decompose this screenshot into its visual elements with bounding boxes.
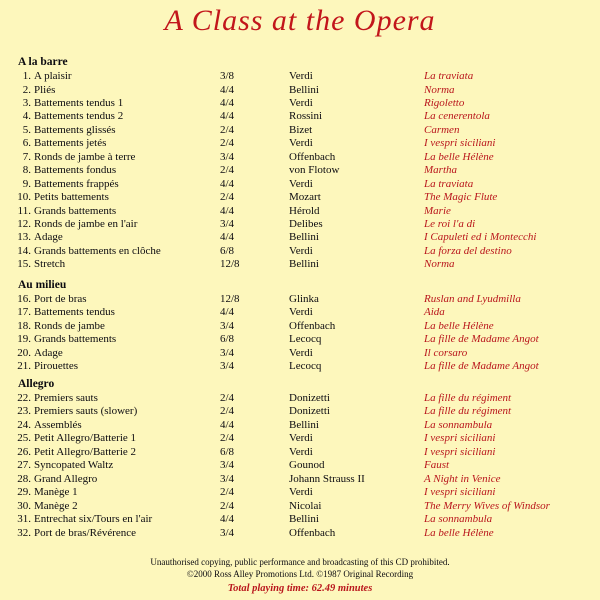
track-number: 6. xyxy=(22,137,31,150)
track-row xyxy=(0,473,600,487)
track-number: 29. xyxy=(17,486,31,499)
opera-title: The Magic Flute xyxy=(424,191,498,204)
composer: Nicolai xyxy=(289,499,322,512)
time-signature: 3/4 xyxy=(220,360,235,373)
track-row xyxy=(0,124,600,138)
track-number: 11. xyxy=(17,204,31,217)
track-row xyxy=(0,419,600,433)
track-row xyxy=(0,360,600,374)
opera-title: La traviata xyxy=(424,70,474,82)
time-signature: 2/4 xyxy=(220,137,235,150)
time-signature: 4/4 xyxy=(220,513,235,525)
track-row xyxy=(0,205,600,219)
total-playing-time: Total playing time: 62.49 minutes xyxy=(227,583,373,594)
composer: Bellini xyxy=(289,83,319,96)
time-signature: 2/4 xyxy=(220,432,235,445)
time-signature: 4/4 xyxy=(220,110,235,123)
track-name: Grand Allegro xyxy=(34,472,98,485)
composer: Mozart xyxy=(289,191,321,204)
composer: Donizetti xyxy=(289,405,330,418)
track-name: Manège 1 xyxy=(34,486,78,499)
track-row xyxy=(0,84,600,98)
composer: Gounod xyxy=(289,459,325,472)
composer: Delibes xyxy=(289,217,323,230)
time-signature: 4/4 xyxy=(220,306,235,319)
track-number: 22. xyxy=(17,392,31,404)
track-name: Adage xyxy=(34,231,63,244)
track-number: 32. xyxy=(17,526,31,539)
composer: Rossini xyxy=(289,110,323,123)
opera-title: I vespri siciliani xyxy=(424,137,496,150)
track-name: Pirouettes xyxy=(34,360,78,373)
track-number: 19. xyxy=(17,333,31,346)
composer: Verdi xyxy=(289,432,313,445)
opera-title: La fille du régiment xyxy=(424,405,512,418)
track-number: 10. xyxy=(17,191,31,204)
track-name: Battements tendus 1 xyxy=(34,96,124,109)
track-name: Battements tendus 2 xyxy=(34,110,124,123)
time-signature: 12/8 xyxy=(220,258,240,271)
time-signature: 3/8 xyxy=(220,70,235,82)
track-row xyxy=(0,500,600,514)
composer: von Flotow xyxy=(289,164,340,177)
composer: Johann Strauss II xyxy=(289,472,365,485)
time-signature: 4/4 xyxy=(220,231,235,244)
composer: Verdi xyxy=(289,70,313,82)
track-name: Grands battements en clôche xyxy=(34,244,161,257)
composer: Bellini xyxy=(289,258,319,271)
composer: Offenbach xyxy=(289,319,336,332)
time-signature: 4/4 xyxy=(220,418,235,431)
time-signature: 3/4 xyxy=(220,526,235,539)
track-row xyxy=(0,513,600,527)
track-name: Pliés xyxy=(34,83,56,96)
time-signature: 2/4 xyxy=(220,123,235,136)
composer: Bellini xyxy=(289,418,319,431)
track-number: 14. xyxy=(17,244,31,257)
composer: Verdi xyxy=(289,96,313,109)
time-signature: 3/4 xyxy=(220,346,235,359)
opera-title: Norma xyxy=(424,83,455,96)
track-row xyxy=(0,486,600,500)
opera-title: La fille du régiment xyxy=(424,392,512,404)
opera-title: La belle Hélène xyxy=(424,150,494,163)
track-name: Battements glissés xyxy=(34,123,116,136)
composer: Verdi xyxy=(289,244,313,257)
time-signature: 2/4 xyxy=(220,392,235,404)
track-number: 9. xyxy=(22,177,31,190)
time-signature: 6/8 xyxy=(220,244,235,257)
track-name: A plaisir xyxy=(34,70,72,82)
track-row xyxy=(0,405,600,419)
track-row xyxy=(0,527,600,541)
opera-title: Ruslan and Lyudmilla xyxy=(424,293,521,305)
copy-notice: Unauthorised copying, public performance and broadcasting of this CD prohibited. xyxy=(150,557,450,567)
opera-title: La forza del destino xyxy=(424,244,512,257)
opera-title: Carmen xyxy=(424,123,460,136)
composer: Verdi xyxy=(289,137,313,150)
opera-title: La belle Hélène xyxy=(424,319,494,332)
track-row xyxy=(0,258,600,272)
track-name: Petit Allegro/Batterie 2 xyxy=(34,445,137,458)
opera-title: A Night in Venice xyxy=(424,472,501,485)
track-name: Premiers sauts (slower) xyxy=(34,405,138,418)
time-signature: 3/4 xyxy=(220,150,235,163)
track-name: Premiers sauts xyxy=(34,392,98,404)
track-row xyxy=(0,392,600,406)
track-number: 15. xyxy=(17,258,31,271)
track-number: 4. xyxy=(22,110,31,123)
track-row xyxy=(0,333,600,347)
opera-title: Faust xyxy=(424,459,450,472)
composer: Offenbach xyxy=(289,526,336,539)
track-row xyxy=(0,459,600,473)
track-number: 30. xyxy=(17,499,31,512)
track-number: 24. xyxy=(17,418,31,431)
opera-title: La belle Hélène xyxy=(424,526,494,539)
track-name: Assemblés xyxy=(34,418,82,431)
composer: Hérold xyxy=(289,204,320,217)
opera-title: La sonnambula xyxy=(424,513,493,525)
time-signature: 3/4 xyxy=(220,217,235,230)
track-number: 28. xyxy=(17,472,31,485)
composer: Offenbach xyxy=(289,150,336,163)
opera-title: La cenerentola xyxy=(424,110,490,123)
track-row xyxy=(0,164,600,178)
composer: Bellini xyxy=(289,513,319,525)
track-number: 12. xyxy=(17,217,31,230)
track-name: Adage xyxy=(34,346,63,359)
opera-title: Le roi l'a di xyxy=(424,217,476,230)
time-signature: 3/4 xyxy=(220,319,235,332)
opera-title: I Capuleti ed i Montecchi xyxy=(424,231,537,244)
time-signature: 4/4 xyxy=(220,83,235,96)
track-number: 5. xyxy=(22,123,31,136)
time-signature: 2/4 xyxy=(220,405,235,418)
track-row xyxy=(0,110,600,124)
time-signature: 3/4 xyxy=(220,459,235,472)
track-name: Ronds de jambe xyxy=(34,319,105,332)
track-number: 3. xyxy=(22,96,31,109)
track-number: 1. xyxy=(22,70,31,82)
time-signature: 3/4 xyxy=(220,472,235,485)
composer: Donizetti xyxy=(289,392,330,404)
track-name: Entrechat six/Tours en l'air xyxy=(34,513,153,525)
composer: Verdi xyxy=(289,177,313,190)
time-signature: 6/8 xyxy=(220,445,235,458)
section-heading: Au milieu xyxy=(18,279,67,291)
time-signature: 2/4 xyxy=(220,191,235,204)
opera-title: I vespri siciliani xyxy=(424,432,496,445)
track-name: Battements jetés xyxy=(34,137,107,150)
track-name: Port de bras xyxy=(34,293,87,305)
track-name: Battements fondus xyxy=(34,164,117,177)
track-name: Manège 2 xyxy=(34,499,78,512)
track-number: 27. xyxy=(17,459,31,472)
track-number: 26. xyxy=(17,445,31,458)
track-row xyxy=(0,151,600,165)
opera-title: Rigoletto xyxy=(424,96,465,109)
track-row xyxy=(0,293,600,307)
time-signature: 4/4 xyxy=(220,204,235,217)
track-number: 21. xyxy=(17,360,31,373)
track-number: 2. xyxy=(22,83,31,96)
opera-title: Norma xyxy=(424,258,455,271)
time-signature: 12/8 xyxy=(220,293,240,305)
track-number: 23. xyxy=(17,405,31,418)
track-row xyxy=(0,178,600,192)
track-name: Grands battements xyxy=(34,333,117,346)
time-signature: 2/4 xyxy=(220,499,235,512)
opera-title: La sonnambula xyxy=(424,418,493,431)
track-number: 18. xyxy=(17,319,31,332)
track-name: Petit Allegro/Batterie 1 xyxy=(34,432,137,445)
track-row xyxy=(0,446,600,460)
composer: Verdi xyxy=(289,346,313,359)
track-number: 13. xyxy=(17,231,31,244)
track-number: 25. xyxy=(17,432,31,445)
opera-title: The Merry Wives of Windsor xyxy=(424,499,550,512)
track-name: Battements tendus xyxy=(34,306,115,319)
track-row xyxy=(0,70,600,84)
track-name: Grands battements xyxy=(34,204,117,217)
track-row xyxy=(0,97,600,111)
track-number: 8. xyxy=(22,164,31,177)
track-row xyxy=(0,231,600,245)
time-signature: 2/4 xyxy=(220,164,235,177)
track-row xyxy=(0,137,600,151)
track-row xyxy=(0,218,600,232)
track-number: 31. xyxy=(17,513,31,525)
time-signature: 4/4 xyxy=(220,96,235,109)
composer: Verdi xyxy=(289,486,313,499)
track-number: 16. xyxy=(17,293,31,305)
track-number: 7. xyxy=(22,150,31,163)
composer: Glinka xyxy=(289,293,319,305)
opera-title: I vespri siciliani xyxy=(424,445,496,458)
composer: Bellini xyxy=(289,231,319,244)
composer: Bizet xyxy=(289,123,313,136)
opera-title: La fille de Madame Angot xyxy=(424,360,539,373)
composer: Verdi xyxy=(289,306,313,319)
time-signature: 2/4 xyxy=(220,486,235,499)
time-signature: 6/8 xyxy=(220,333,235,346)
track-number: 20. xyxy=(17,346,31,359)
track-number: 17. xyxy=(17,306,31,319)
track-row xyxy=(0,191,600,205)
track-name: Petits battements xyxy=(34,191,109,204)
track-name: Syncopated Waltz xyxy=(34,459,114,472)
opera-title: Marie xyxy=(424,204,451,217)
track-row xyxy=(0,347,600,361)
track-row xyxy=(0,320,600,334)
section-heading: A la barre xyxy=(18,56,68,68)
track-row xyxy=(0,432,600,446)
composer: Verdi xyxy=(289,445,313,458)
track-name: Port de bras/Révérence xyxy=(34,526,137,539)
track-name: Ronds de jambe à terre xyxy=(34,150,136,163)
track-name: Stretch xyxy=(34,258,66,271)
section-heading: Allegro xyxy=(18,378,55,390)
copyright-line: ©2000 Ross Alley Promotions Ltd. ©1987 Original Recording xyxy=(186,569,414,579)
opera-title: Martha xyxy=(424,164,457,177)
opera-title: La traviata xyxy=(424,177,474,190)
opera-title: I vespri siciliani xyxy=(424,486,496,499)
opera-title: Aida xyxy=(424,306,445,319)
track-row xyxy=(0,245,600,259)
page-title: A Class at the Opera xyxy=(164,4,436,37)
opera-title: La fille de Madame Angot xyxy=(424,333,539,346)
track-name: Battements frappés xyxy=(34,177,119,190)
track-row xyxy=(0,306,600,320)
opera-title: Il corsaro xyxy=(424,346,468,359)
composer: Lecocq xyxy=(289,360,322,373)
composer: Lecocq xyxy=(289,333,322,346)
track-name: Ronds de jambe en l'air xyxy=(34,217,138,230)
time-signature: 4/4 xyxy=(220,177,235,190)
